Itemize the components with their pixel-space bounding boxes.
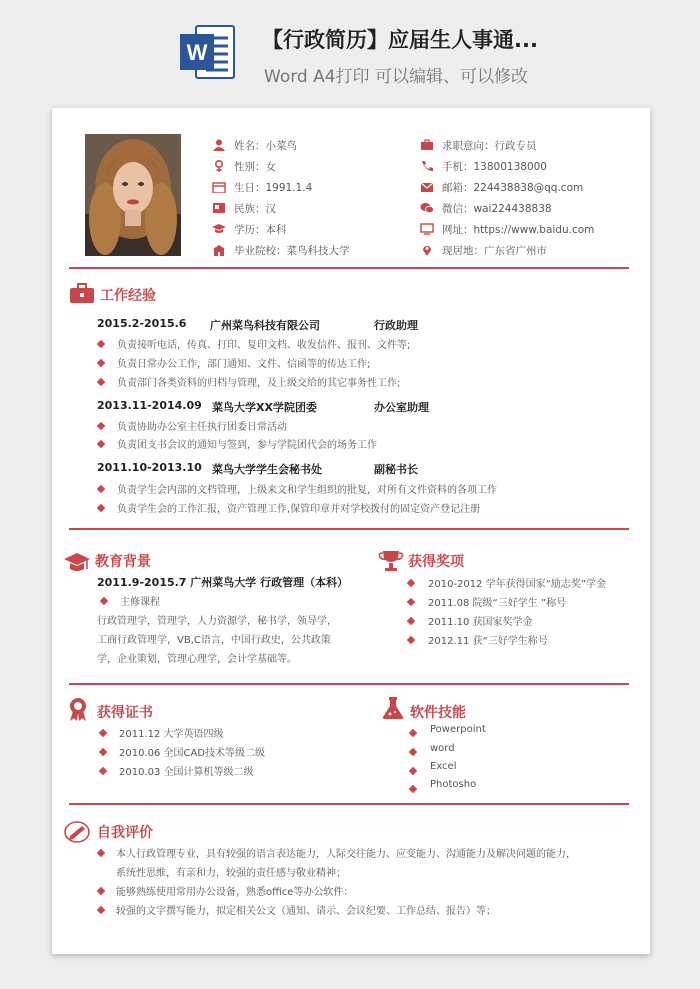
section-title-skills: 软件技能 xyxy=(410,705,466,721)
info-ethnic-text: 民族：汉 xyxy=(234,203,276,215)
document-subtitle: Word A4打印 可以编辑、可以修改 xyxy=(264,67,528,87)
job-duty: 负责学生会内部的文档管理，上级来文和学生组织的批复，对所有文件资料的各项工作 xyxy=(117,485,497,496)
pen-icon xyxy=(64,820,90,844)
bullet-icon xyxy=(97,887,105,895)
award-item: 2010-2012 学年获得国家“励志奖”学金 xyxy=(428,579,607,590)
course-text: 工商行政管理学，VB,C语言，中国行政史，公共政策 xyxy=(97,635,331,646)
skill-item: Photosho xyxy=(430,779,477,790)
job-company: 菜鸟大学学生会秘书处 xyxy=(212,463,322,476)
self-item: 能够熟练使用常用办公设备，熟悉office等办公软件： xyxy=(116,887,354,898)
wechat-icon xyxy=(420,202,436,214)
job-duty: 负责协助办公室主任执行团委日常活动 xyxy=(117,422,287,433)
info-phone xyxy=(420,159,547,174)
info-degree-text: 学历：本科 xyxy=(234,224,287,236)
location-pin-icon xyxy=(420,244,436,256)
info-name xyxy=(212,138,297,153)
bullet-icon xyxy=(407,617,415,625)
bullet-icon xyxy=(99,767,107,775)
skill-item: Powerpoint xyxy=(430,724,486,735)
info-gender xyxy=(212,159,276,174)
id-card-icon xyxy=(212,202,228,214)
self-item: 较强的文字撰写能力，拟定相关公文（通知、请示、会议纪要、工作总结、报告）等； xyxy=(116,906,496,917)
document-title: 【行政简历】应届生人事通... xyxy=(262,28,538,52)
job-date: 2013.11-2014.09 xyxy=(97,399,202,412)
profile-photo xyxy=(85,134,181,256)
svg-text:W: W xyxy=(186,40,208,65)
job-role: 副秘书长 xyxy=(374,463,418,476)
bullet-icon xyxy=(409,748,417,756)
cert-item: 2010.03 全国计算机等级二级 xyxy=(119,767,254,778)
briefcase-icon xyxy=(420,139,436,151)
bullet-icon xyxy=(97,359,105,367)
job-date: 2015.2-2015.6 xyxy=(97,317,187,330)
bullet-icon xyxy=(407,579,415,587)
section-title-awards: 获得奖项 xyxy=(408,554,464,570)
job-duty: 负责接听电话，传真、打印、复印文档、收发信件、报刊、文件等; xyxy=(117,340,411,351)
info-website xyxy=(420,222,594,237)
info-name-text: 姓名：小菜鸟 xyxy=(234,140,297,152)
job-company: 广州菜鸟科技有限公司 xyxy=(210,319,320,332)
info-website-text: 网址：https://www.baidu.com xyxy=(442,224,595,236)
info-gender-text: 性别：女 xyxy=(234,161,276,173)
info-school xyxy=(212,243,350,258)
info-wechat-text: 微信：wai224438838 xyxy=(442,203,552,215)
info-ethnic xyxy=(212,201,276,216)
word-icon xyxy=(178,22,238,82)
bullet-icon xyxy=(97,485,105,493)
section-title-certificates: 获得证书 xyxy=(97,705,153,721)
calendar-icon xyxy=(212,181,228,193)
job-role: 办公室助理 xyxy=(374,401,429,414)
school-icon xyxy=(212,244,228,256)
bullet-icon xyxy=(99,748,107,756)
award-item: 2012.11 获“三好学生称号 xyxy=(428,636,548,647)
self-item: 本人行政管理专业，具有较强的语言表达能力，人际交往能力、应变能力、沟通能力及解决问题的能力， xyxy=(116,849,576,860)
divider xyxy=(69,803,629,805)
job-date: 2011.10-2013.10 xyxy=(97,461,202,474)
bullet-icon xyxy=(407,598,415,606)
trophy-icon xyxy=(378,549,404,573)
bullet-icon xyxy=(97,340,105,348)
info-location xyxy=(420,243,547,258)
info-birth-text: 生日：1991.1.4 xyxy=(234,182,313,194)
resume-paper xyxy=(52,108,650,954)
job-duty: 负责部门各类资料的归档与管理，及上级交给的其它事务性工作; xyxy=(117,378,401,389)
person-icon xyxy=(212,139,228,151)
divider xyxy=(69,683,629,685)
info-wechat xyxy=(420,201,552,216)
skill-item: Excel xyxy=(430,761,457,772)
info-phone-text: 手机：13800138000 xyxy=(442,161,547,173)
info-intent xyxy=(420,138,537,153)
phone-icon xyxy=(420,160,436,172)
cert-item: 2010.06 全国CAD技术等级二级 xyxy=(119,748,266,759)
graduation-cap-icon xyxy=(212,223,228,235)
bullet-icon xyxy=(97,504,105,512)
page-header xyxy=(0,0,700,100)
award-item: 2011.08 院级“三好学生 ”称号 xyxy=(428,598,567,609)
award-medal-icon xyxy=(65,697,91,721)
graduation-cap-icon xyxy=(64,550,90,574)
award-item: 2011.10 获国家奖学金 xyxy=(428,617,533,628)
self-item: 系统性思维，有亲和力，较强的责任感与敬业精神； xyxy=(116,868,346,879)
bullet-icon xyxy=(97,849,105,857)
bullet-icon xyxy=(97,422,105,430)
bullet-icon xyxy=(97,440,105,448)
bullet-icon xyxy=(409,729,417,737)
course-label: 主修课程 xyxy=(120,597,160,608)
bullet-icon xyxy=(407,636,415,644)
info-degree xyxy=(212,222,287,237)
section-title-self-evaluation: 自我评价 xyxy=(97,825,153,841)
section-title-work: 工作经验 xyxy=(100,288,156,304)
bullet-icon xyxy=(97,378,105,386)
female-icon xyxy=(212,160,228,172)
info-location-text: 现居地：广东省广州市 xyxy=(442,245,547,257)
bullet-icon xyxy=(100,597,108,605)
course-text: 学，企业策划，管理心理学，会计学基础等。 xyxy=(97,654,297,665)
skill-item: word xyxy=(430,743,455,754)
divider xyxy=(69,528,629,530)
bullet-icon xyxy=(409,785,417,793)
monitor-icon xyxy=(420,223,436,235)
bullet-icon xyxy=(409,767,417,775)
bullet-icon xyxy=(97,906,105,914)
info-email-text: 邮箱：224438838@qq.com xyxy=(442,182,584,194)
job-role: 行政助理 xyxy=(374,319,418,332)
cert-item: 2011.12 大学英语四级 xyxy=(119,729,224,740)
job-duty: 负责团支书会议的通知与签到，参与学院团代会的场务工作 xyxy=(117,440,377,451)
job-duty: 负责日常办公工作，部门通知、文件、信函等的传达工作; xyxy=(117,359,371,370)
education-head: 2011.9-2015.7 广州菜鸟大学 行政管理（本科） xyxy=(97,576,349,589)
job-company: 菜鸟大学XX学院团委 xyxy=(212,401,317,414)
bullet-icon xyxy=(99,729,107,737)
info-intent-text: 求职意向：行政专员 xyxy=(442,140,537,152)
envelope-icon xyxy=(420,181,436,193)
flask-icon xyxy=(380,696,406,720)
divider xyxy=(69,267,629,269)
briefcase-icon xyxy=(69,281,95,305)
info-email xyxy=(420,180,583,195)
info-school-text: 毕业院校：菜鸟科技大学 xyxy=(234,245,350,257)
section-title-education: 教育背景 xyxy=(95,554,151,570)
job-duty: 负责学生会的工作汇报，资产管理工作,保管印章并对学校拨付的固定资产登记注册 xyxy=(117,504,481,515)
info-birth xyxy=(212,180,312,195)
course-text: 行政管理学，管理学，人力资源学，秘书学，领导学， xyxy=(97,616,337,627)
